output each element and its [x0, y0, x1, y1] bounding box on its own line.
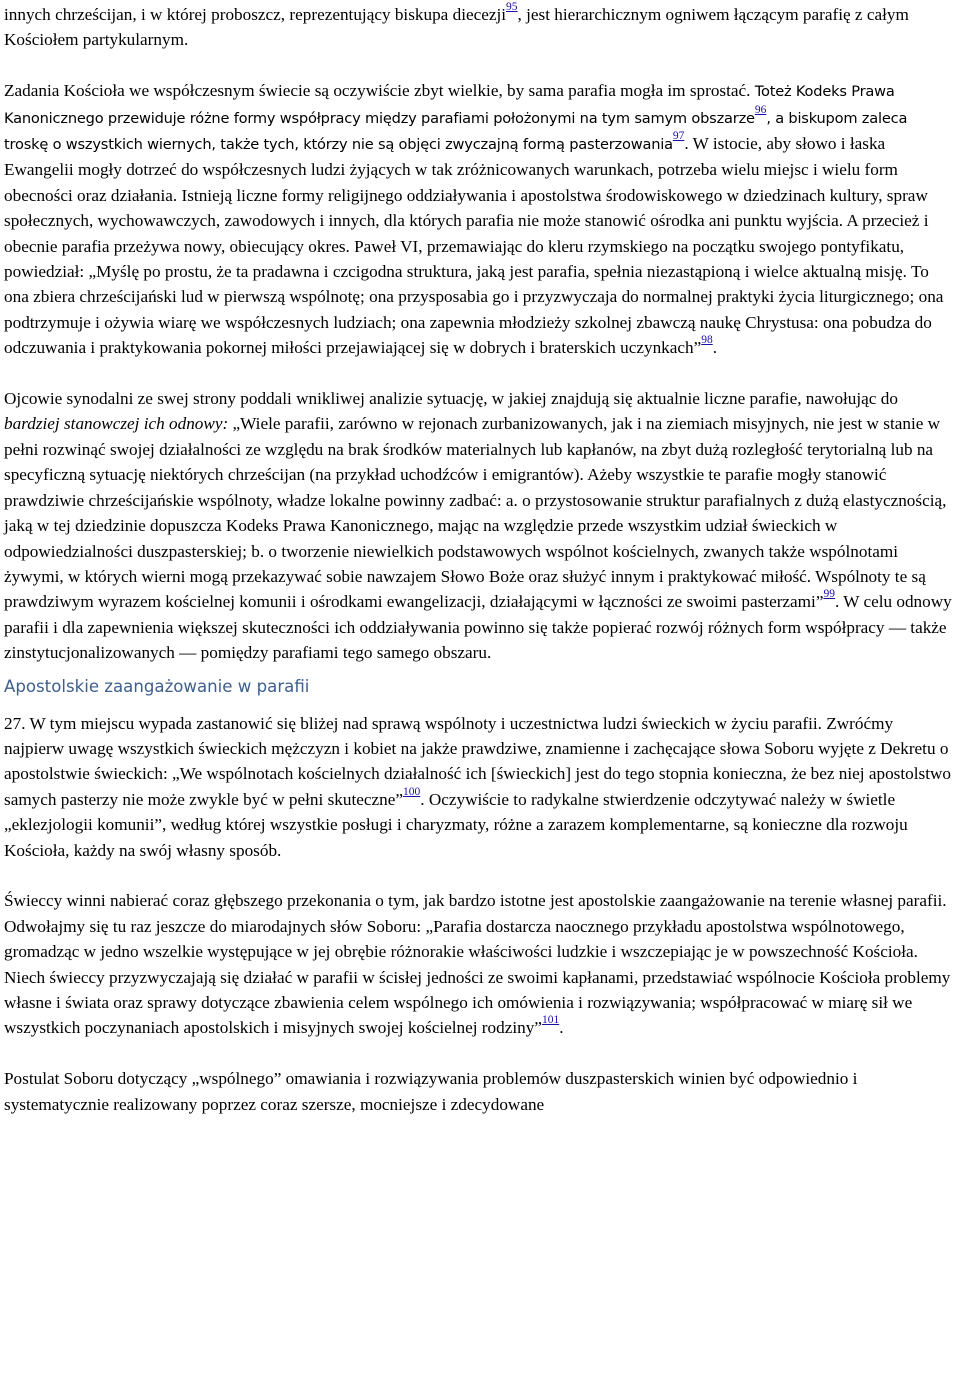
footnote-link-96[interactable]: 96	[754, 103, 767, 116]
section-heading: Apostolskie zaangażowanie w parafii	[4, 676, 310, 696]
paragraph-gap	[4, 361, 954, 386]
paragraph-2: Zadania Kościoła we współczesnym świecie są oczywiście zbyt wielkie, by sama parafia mogła im sprostać. Toteż Kodeks Prawa Kanonicznego przewiduje różne formy współpracy między parafiami położonymi na tym samym obszarze$^{96}$, a biskupom zaleca troskę o wszystkich wiernych, także tych, którzy nie są objęci zwyczajną formą pasterzowania$^{97}$. W istocie, aby słowo i łaska Ewangelii mogły dotrzeć do współczesnych ludzi żyjących w tak zróżnicowanych warunkach, potrzeba wielu miejsc i wielu form obecności oraz działania. Istnieją liczne formy religijnego oddziaływania i apostolstwa środowiskowego w dziedzinach kultury, spraw społecznych, wychowawczych, zawodowych i innych, dla których parafia nie może stanowić ośrodka ani punktu wyjścia. A przecież i obecnie parafia przeżywa nowy, obiecujący okres. Paweł VI, przemawiając do kleru rzymskiego na początku swojego pontyfikatu, powiedział: „Myślę po prostu, że ta pradawna i czcigodna struktura, jaką jest parafia, spełnia niezastąpioną i wielce aktualną misję. To ona zbiera chrześcijański lud w pierwszą wspólnotę; ona przysposabia go i przyzwyczaja do normalnej praktyki życia liturgicznego; ona podtrzymuje i ożywia wiarę we współczesnych ludziach; ona zapewnia młodzieży szkolnej zbawczą naukę Chrystusa: ona pobudza do odczuwania i praktykowania pokornej miłości przejawiającej się w dobrych i braterskich uczynkach”$^{98}$.	[4, 81, 944, 358]
footnote-link-95[interactable]: 95	[506, 1, 518, 13]
footnote-link-98[interactable]: 98	[701, 334, 713, 347]
footnote-link-100[interactable]: 100	[402, 785, 421, 798]
paragraph-2-intro: Zadania Kościoła we współczesnym świecie są oczywiście zbyt wielkie, by sama parafia mogła im sprostać.	[4, 81, 751, 101]
paragraph-3: Ojcowie synodalni ze swej strony poddali wnikliwej analizie sytuację, w jakiej znajdują się aktualnie liczne parafie, nawołując do bardziej stanowczej ich odnowy: „Wiele parafii, zarówno w rejonach zurbanizowanych, jak i na ziemiach misyjnych, nie jest w stanie w pełni rozwinąć swojej działalności ze względu na brak środków materialnych lub kapłanów, na zbyt dużą rozległość terytorialną lub na specyficzną sytuację niektórych chrześcijan (na przykład uchodźców i emigrantów). Ażeby wszystkie te parafie mogły stanowić prawdziwie chrześcijańskie wspólnoty, władze lokalne powinny zadbać: a. o przystosowanie struktur parafialnych z dużą elastycznością, jaką w tej dziedzinie dopuszcza Kodeks Prawa Kanonicznego, mając na względzie przede wszystkim udział świeckich w odpowiedzialności duszpasterskiej; b. o tworzenie niewielkich podstawowych wspólnot kościelnych, zwanych także wspólnotami żywymi, w których wierni mogą przekazywać sobie nawzajem Słowo Boże oraz służyć innym i praktykować miłość. Wspólnoty te są prawdziwym wyrazem kościelnej komunii i ośrodkami ewangelizacji, działającymi w łączności ze swoimi pasterzami”$^{99}$. W celu odnowy parafii i dla zapewnienia większej skuteczności ich oddziaływania powinno się także popierać rozwój różnych form współpracy — także zinstytucjonalizowanych — pomiędzy parafiami tego samego obszaru.	[4, 389, 952, 663]
paragraph-2-canon-law: Toteż Kodeks Prawa Kanonicznego przewiduje różne formy współpracy między parafiami położonymi na tym samym obszarze	[4, 83, 895, 127]
paragraph-gap	[4, 53, 954, 78]
paragraph-gap	[4, 863, 954, 888]
paragraph-5: Świeccy winni nabierać coraz głębszego przekonania o tym, jak bardzo istotne jest apostolskie zaangażowanie na terenie własnej parafii. Odwołajmy się tu raz jeszcze do miarodajnych słów Soboru: „Parafia dostarcza naocznego przykładu apostolstwa wspólnotowego, gromadząc w jedno wszelkie występujące w jej obrębie różnorakie właściwości ludzkie i wszczepiając je w powszechność Kościoła. Niech świeccy przyzwyczajają się działać w parafii w ścisłej jedności ze swoimi kapłanami, przedstawiać wspólnocie Kościoła problemy własne i świata oraz sprawy dotyczące zbawienia celem wspólnego ich omówienia i rozwiązywania; współpracować w miarę sił we wszystkich poczynaniach apostolskich i misyjnych swojej kościelnej rodziny”$^{101}$.	[4, 891, 951, 1038]
document-page	[4, 2, 954, 1117]
paragraph-6: Postulat Soboru dotyczący „wspólnego” omawiania i rozwiązywania problemów duszpasterskich winien być odpowiednio i systematycznie realizowany poprzez coraz szersze, mocniejsze i zdecydowane	[4, 1069, 858, 1114]
footnote-link-101[interactable]: 101	[541, 1014, 560, 1027]
paragraph-gap	[4, 1041, 954, 1066]
footnote-link-99[interactable]: 99	[823, 588, 835, 601]
paragraph-1: innych chrześcijan, i w której proboszcz, reprezentujący biskupa diecezji$^{95}$, jest hierarchicznym ogniwem łączącym parafię z całym Kościołem partykularnym.	[4, 1, 909, 50]
footnote-link-97[interactable]: 97	[672, 130, 685, 143]
paragraph-4: 27. W tym miejscu wypada zastanowić się bliżej nad sprawą wspólnoty i uczestnictwa ludzi świeckich w życiu parafii. Zwróćmy najpierw uwagę wszystkich świeckich mężczyzn i kobiet na jakże prawdziwe, znamienne i zachęcające słowa Soboru wyjęte z Dekretu o apostolstwie świeckich: „We wspólnotach kościelnych działalność ich [świeckich] jest do tego stopnia konieczna, że bez niej apostolstwo samych pasterzy nie może zwykle być w pełni skuteczne”$^{100}$. Oczywiście to radykalne stwierdzenie odczytywać należy w świetle „eklezjologii komunii”, według której wszystkie posługi i charyzmaty, różne a zarazem komplementarne, są konieczne dla rozwoju Kościoła, każdy na swój własny sposób.	[4, 713, 951, 860]
italic-phrase: bardziej stanowczej ich odnowy:	[4, 414, 229, 434]
